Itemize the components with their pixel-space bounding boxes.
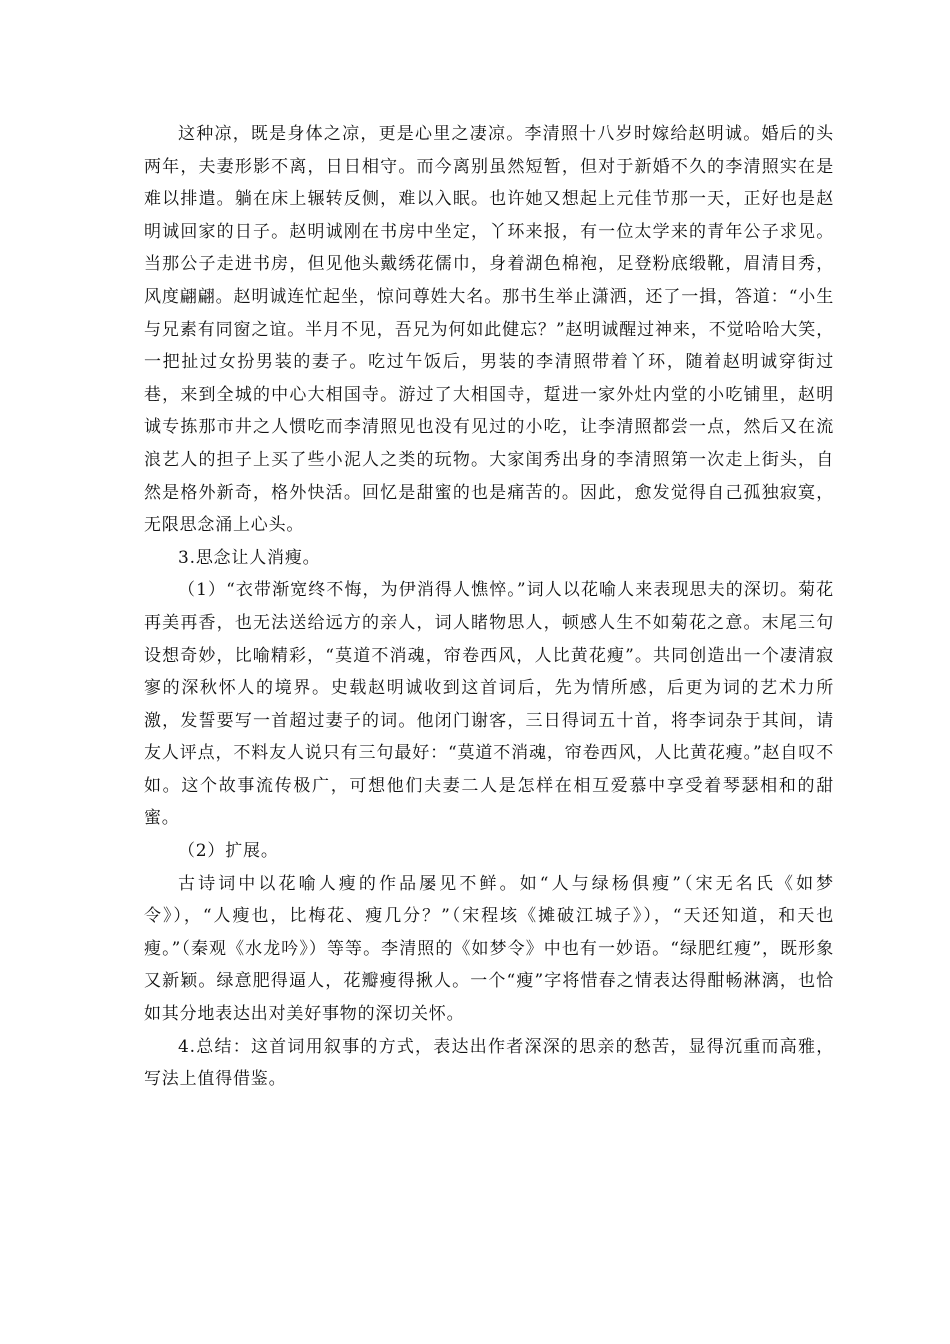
paragraph-summary: 4.总结：这首词用叙事的方式，表达出作者深深的思亲的愁苦，显得沉重而高雅，写法上值得借鉴。 (144, 1036, 834, 1090)
heading-point-3: 3.思念让人消瘦。 (178, 547, 321, 568)
paragraph-extension: 古诗词中以花喻人瘦的作品屡见不鲜。如“人与绿杨俱瘦”（宋无名氏《如梦令》），“人瘦也，比梅花、瘦几分？”（宋程垓《摊破江城子》），“天还知道，和天也瘦。”（秦观《水龙吟》）等等。李清照的《如梦令》中也有一妙语。“绿肥红瘦”，既形象又新颖。绿意肥得逼人，花瓣瘦得揪人。一个“瘦”字将惜春之情表达得酣畅淋漓，也恰如其分地表达出对美好事物的深切关怀。 (144, 873, 834, 1025)
paragraph-sub-1: （1）“衣带渐宽终不悔，为伊消得人憔悴。”词人以花喻人来表现思夫的深切。菊花再美再香，也无法送给远方的亲人，词人睹物思人，顿感人生不如菊花之意。末尾三句设想奇妙，比喻精彩，“莫道不消魂，帘卷西风，人比黄花瘦”。共同创造出一个凄清寂寥的深秋怀人的境界。史载赵明诚收到这首词后，先为情所感，后更为词的艺术力所激，发誓要写一首超过妻子的词。他闭门谢客，三日得词五十首，将李词杂于其间，请友人评点，不料友人说只有三句最好：“莫道不消魂，帘卷西风，人比黄花瘦。”赵自叹不如。这个故事流传极广，可想他们夫妻二人是怎样在相互爱慕中享受着琴瑟相和的甜蜜。 (144, 580, 834, 829)
paragraph-memory: 这种凉，既是身体之凉，更是心里之凄凉。李清照十八岁时嫁给赵明诚。婚后的头两年，夫妻形影不离，日日相守。而今离别虽然短暂，但对于新婚不久的李清照实在是难以排遣。躺在床上辗转反侧，难以入眠。也许她又想起上元佳节那一天，正好也是赵明诚回家的日子。赵明诚刚在书房中坐定，丫环来报，有一位太学来的青年公子求见。当那公子走进书房，但见他头戴绣花儒巾，身着湖色棉袍，足登粉底缎靴，眉清目秀，风度翩翩。赵明诚连忙起坐，惊问尊姓大名。那书生举止潇洒，还了一揖，答道：“小生与兄素有同窗之谊。半月不见，吾兄为何如此健忘？”赵明诚醒过神来，不觉哈哈大笑，一把扯过女扮男装的妻子。吃过午饭后，男装的李清照带着丫环，随着赵明诚穿街过巷，来到全城的中心大相国寺。游过了大相国寺，踅进一家外灶内堂的小吃铺里，赵明诚专拣那市井之人惯吃而李清照见也没有见过的小吃，让李清照都尝一点，然后又在流浪艺人的担子上买了些小泥人之类的玩物。大家闺秀出身的李清照第一次走上街头，自然是格外新奇，格外快活。回忆是甜蜜的也是痛苦的。因此，愈发觉得自己孤独寂寞，无限思念涌上心头。 (144, 124, 834, 536)
heading-sub-2: （2）扩展。 (178, 841, 279, 862)
document-body (144, 118, 834, 1096)
